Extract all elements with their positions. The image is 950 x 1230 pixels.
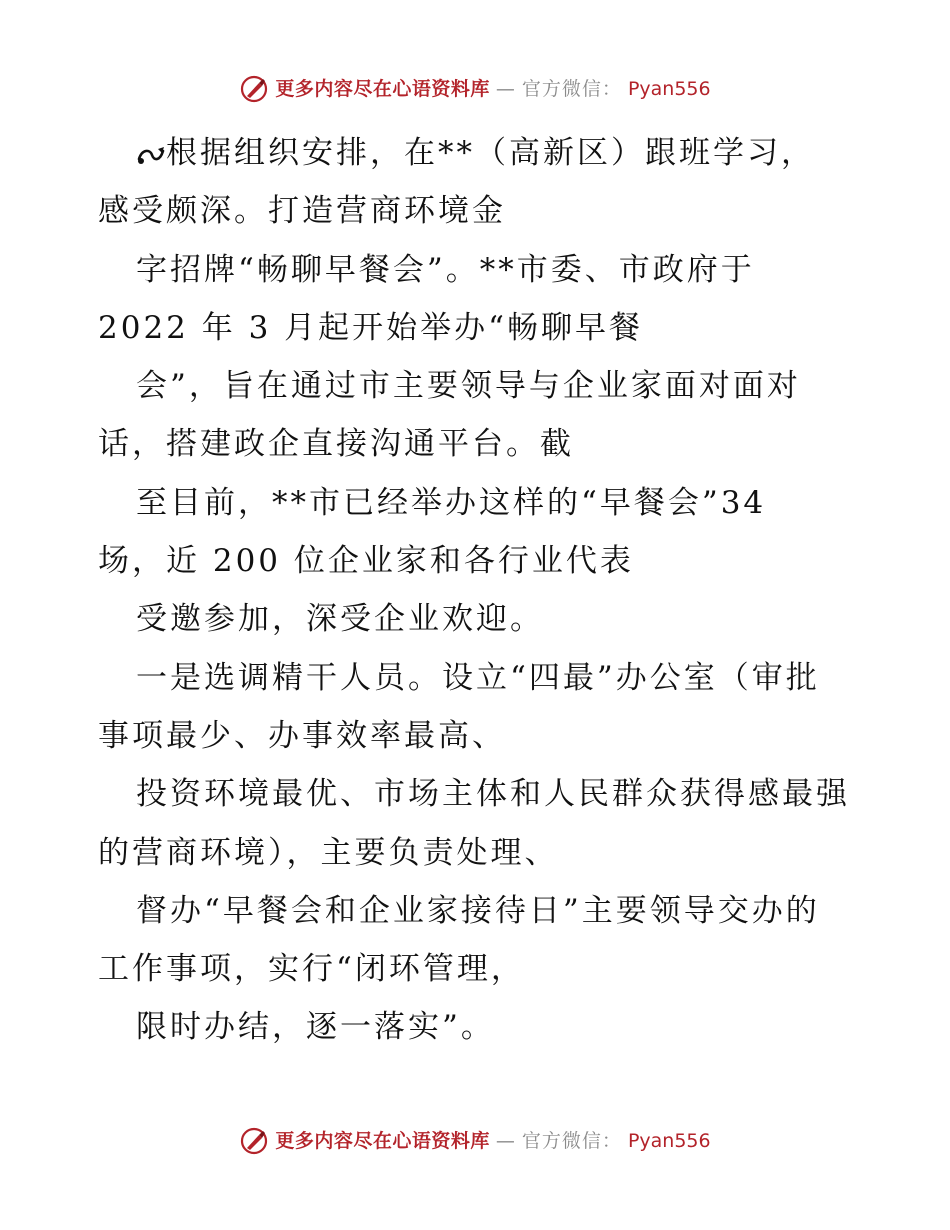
banner-dash: — — [495, 78, 516, 100]
text-line: 投资环境最优、市场主体和人民群众获得感最强 — [136, 776, 850, 813]
document-body — [98, 124, 858, 1057]
banner-title: 更多内容尽在心语资料库 — [275, 78, 490, 100]
footer-banner — [0, 1126, 950, 1156]
quill-logo-icon — [239, 74, 269, 104]
header-banner — [0, 74, 950, 104]
ornament-bullet-icon — [136, 143, 166, 167]
text-line: 至目前，**市已经举办这样的“早餐会”34 — [136, 484, 767, 521]
text-line: 会”，旨在通过市主要领导与企业家面对面对 — [136, 368, 801, 405]
text-line-content: 根据组织安排，在**（高新区）跟班学习， — [166, 135, 815, 171]
text-line: 字招牌“畅聊早餐会”。**市委、市政府于 — [136, 251, 755, 288]
text-line: 督办“早餐会和企业家接待日”主要领导交办的 — [136, 892, 820, 929]
text-line: 限时办结，逐一落实”。 — [136, 1009, 495, 1046]
text-line: 场，近 200 位企业家和各行业代表 — [98, 543, 634, 580]
text-line: 感受颇深。打造营商环境金 — [98, 193, 506, 230]
banner-wechat-label: 官方微信： — [521, 78, 622, 100]
text-line: 的营商环境），主要负责处理、 — [98, 834, 559, 871]
text-line: 受邀参加，深受企业欢迎。 — [136, 601, 544, 638]
text-line: 话，搭建政企直接沟通平台。截 — [98, 426, 574, 463]
banner-wechat-id: Pyan556 — [627, 1130, 711, 1152]
text-line: 工作事项，实行“闭环管理， — [98, 951, 525, 988]
text-line: 一是选调精干人员。设立“四最”办公室（审批 — [136, 659, 820, 696]
banner-wechat-id: Pyan556 — [627, 78, 711, 100]
text-line: 2022 年 3 月起开始举办“畅聊早餐 — [98, 309, 644, 346]
banner-title: 更多内容尽在心语资料库 — [275, 1130, 490, 1152]
text-line: 事项最少、办事效率最高、 — [98, 717, 506, 754]
quill-logo-icon — [239, 1126, 269, 1156]
banner-wechat-label: 官方微信： — [521, 1130, 622, 1152]
text-line — [98, 124, 858, 182]
banner-dash: — — [495, 1130, 516, 1152]
